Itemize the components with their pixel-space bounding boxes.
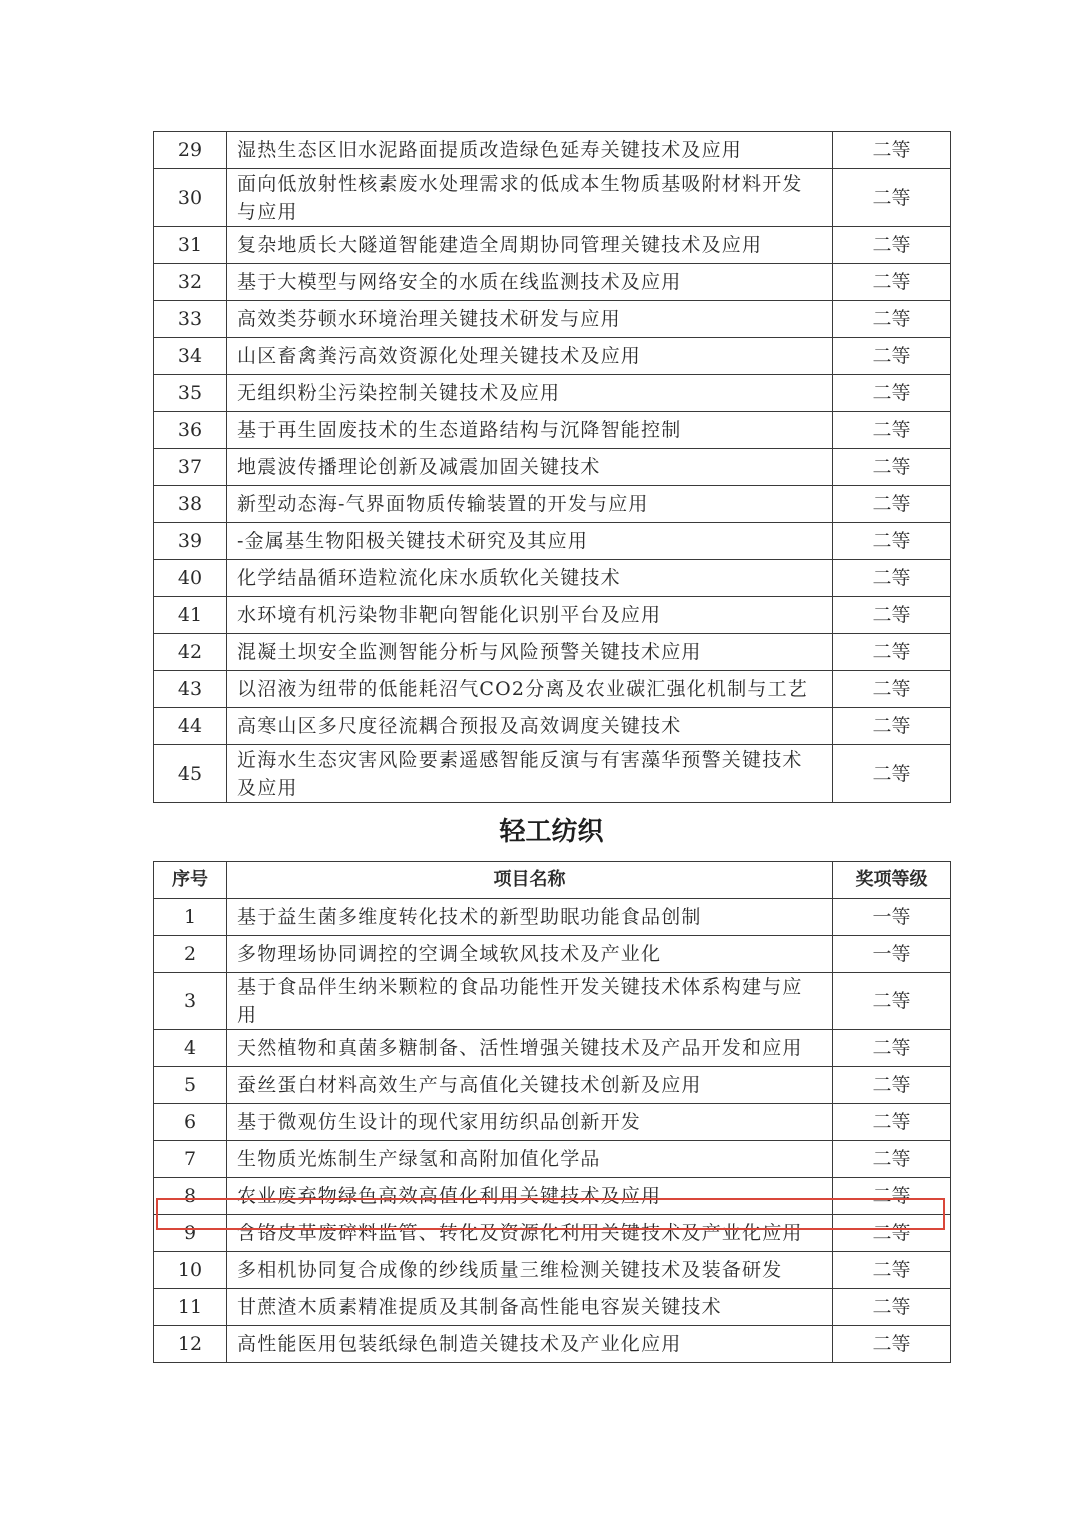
row-number: 29 [154, 132, 227, 169]
table-row [154, 1067, 951, 1104]
row-number: 8 [154, 1178, 227, 1215]
table-row [154, 523, 951, 560]
table-row [154, 560, 951, 597]
project-name: 基于微观仿生设计的现代家用纺织品创新开发 [227, 1104, 833, 1141]
project-name: 无组织粉尘污染控制关键技术及应用 [227, 375, 833, 412]
table-row [154, 936, 951, 973]
award-level: 二等 [833, 412, 951, 449]
award-level: 二等 [833, 745, 951, 803]
project-name: 湿热生态区旧水泥路面提质改造绿色延寿关键技术及应用 [227, 132, 833, 169]
award-level: 二等 [833, 1289, 951, 1326]
row-number: 42 [154, 634, 227, 671]
project-name: 山区畜禽粪污高效资源化处理关键技术及应用 [227, 338, 833, 375]
project-name: 蚕丝蛋白材料高效生产与高值化关键技术创新及应用 [227, 1067, 833, 1104]
project-name: 近海水生态灾害风险要素遥感智能反演与有害藻华预警关键技术及应用 [227, 745, 833, 803]
table-row [154, 1252, 951, 1289]
row-number: 36 [154, 412, 227, 449]
row-number: 32 [154, 264, 227, 301]
project-name: 多相机协同复合成像的纱线质量三维检测关键技术及装备研发 [227, 1252, 833, 1289]
table-row [154, 449, 951, 486]
highlighted-table-row [154, 1215, 951, 1252]
award-level: 二等 [833, 375, 951, 412]
project-name: 高性能医用包装纸绿色制造关键技术及产业化应用 [227, 1326, 833, 1363]
award-level: 二等 [833, 634, 951, 671]
row-number: 37 [154, 449, 227, 486]
project-name: 生物质光炼制生产绿氢和高附加值化学品 [227, 1141, 833, 1178]
award-level: 二等 [833, 1252, 951, 1289]
award-level: 二等 [833, 1326, 951, 1363]
project-name: 化学结晶循环造粒流化床水质软化关键技术 [227, 560, 833, 597]
table-row [154, 1178, 951, 1215]
row-number: 31 [154, 227, 227, 264]
award-level: 二等 [833, 301, 951, 338]
row-number: 6 [154, 1104, 227, 1141]
table-row [154, 132, 951, 169]
row-number: 33 [154, 301, 227, 338]
project-name: 多物理场协同调控的空调全域软风技术及产业化 [227, 936, 833, 973]
light-textile-awards-body [154, 899, 951, 1363]
project-name: 新型动态海-气界面物质传输装置的开发与应用 [227, 486, 833, 523]
award-level: 二等 [833, 597, 951, 634]
table-row [154, 708, 951, 745]
table-row [154, 486, 951, 523]
table-row [154, 899, 951, 936]
table-row [154, 634, 951, 671]
row-number: 1 [154, 899, 227, 936]
row-number: 9 [154, 1215, 227, 1252]
award-level: 一等 [833, 936, 951, 973]
row-number: 30 [154, 169, 227, 227]
row-number: 38 [154, 486, 227, 523]
award-level: 二等 [833, 486, 951, 523]
award-level: 一等 [833, 899, 951, 936]
row-number: 40 [154, 560, 227, 597]
environment-awards-table [153, 131, 951, 803]
row-number: 7 [154, 1141, 227, 1178]
award-level: 二等 [833, 338, 951, 375]
project-name: 基于大模型与网络安全的水质在线监测技术及应用 [227, 264, 833, 301]
row-number: 43 [154, 671, 227, 708]
header-number: 序号 [154, 862, 227, 899]
award-level: 二等 [833, 1030, 951, 1067]
award-level: 二等 [833, 560, 951, 597]
row-number: 12 [154, 1326, 227, 1363]
header-row [154, 862, 951, 899]
row-number: 10 [154, 1252, 227, 1289]
table-row [154, 264, 951, 301]
row-number: 4 [154, 1030, 227, 1067]
award-level: 二等 [833, 523, 951, 560]
project-name: 高寒山区多尺度径流耦合预报及高效调度关键技术 [227, 708, 833, 745]
table-row [154, 412, 951, 449]
award-level: 二等 [833, 449, 951, 486]
project-name: 水环境有机污染物非靶向智能化识别平台及应用 [227, 597, 833, 634]
row-number: 2 [154, 936, 227, 973]
header-award-level: 奖项等级 [833, 862, 951, 899]
table-row [154, 597, 951, 634]
award-level: 二等 [833, 1178, 951, 1215]
table-row [154, 973, 951, 1030]
project-name: 天然植物和真菌多糖制备、活性增强关键技术及产品开发和应用 [227, 1030, 833, 1067]
table-header [154, 862, 951, 899]
table-row [154, 301, 951, 338]
table-row [154, 169, 951, 227]
table-row [154, 338, 951, 375]
project-name: 复杂地质长大隧道智能建造全周期协同管理关键技术及应用 [227, 227, 833, 264]
project-name: 以沼液为纽带的低能耗沼气CO2分离及农业碳汇强化机制与工艺 [227, 671, 833, 708]
project-name: 混凝土坝安全监测智能分析与风险预警关键技术应用 [227, 634, 833, 671]
table-row [154, 745, 951, 803]
row-number: 35 [154, 375, 227, 412]
award-level: 二等 [833, 169, 951, 227]
light-textile-awards-table [153, 861, 951, 1363]
award-level: 二等 [833, 1141, 951, 1178]
award-level: 二等 [833, 973, 951, 1030]
award-level: 二等 [833, 132, 951, 169]
header-project-name: 项目名称 [227, 862, 833, 899]
project-name: 基于益生菌多维度转化技术的新型助眠功能食品创制 [227, 899, 833, 936]
row-number: 45 [154, 745, 227, 803]
table-row [154, 1141, 951, 1178]
row-number: 39 [154, 523, 227, 560]
row-number: 11 [154, 1289, 227, 1326]
award-level: 二等 [833, 227, 951, 264]
project-name: 基于食品伴生纳米颗粒的食品功能性开发关键技术体系构建与应用 [227, 973, 833, 1030]
project-name: 含铬皮革废碎料监管、转化及资源化利用关键技术及产业化应用 [227, 1215, 833, 1252]
award-level: 二等 [833, 1104, 951, 1141]
environment-awards-body [154, 132, 951, 803]
award-level: 二等 [833, 264, 951, 301]
project-name: 农业废弃物绿色高效高值化利用关键技术及应用 [227, 1178, 833, 1215]
project-name: 甘蔗渣木质素精准提质及其制备高性能电容炭关键技术 [227, 1289, 833, 1326]
table-row [154, 1289, 951, 1326]
row-number: 44 [154, 708, 227, 745]
award-level: 二等 [833, 708, 951, 745]
project-name: 基于再生固废技术的生态道路结构与沉降智能控制 [227, 412, 833, 449]
table-row [154, 227, 951, 264]
project-name: 高效类芬顿水环境治理关键技术研发与应用 [227, 301, 833, 338]
award-level: 二等 [833, 671, 951, 708]
table-row [154, 1326, 951, 1363]
project-name: -金属基生物阳极关键技术研究及其应用 [227, 523, 833, 560]
row-number: 3 [154, 973, 227, 1030]
row-number: 41 [154, 597, 227, 634]
row-number: 34 [154, 338, 227, 375]
row-number: 5 [154, 1067, 227, 1104]
project-name: 面向低放射性核素废水处理需求的低成本生物质基吸附材料开发与应用 [227, 169, 833, 227]
award-level: 二等 [833, 1067, 951, 1104]
project-name: 地震波传播理论创新及减震加固关键技术 [227, 449, 833, 486]
table-row [154, 1030, 951, 1067]
section-title: 轻工纺织 [499, 817, 604, 847]
award-level: 二等 [833, 1215, 951, 1252]
table-row [154, 1104, 951, 1141]
table-row [154, 375, 951, 412]
table-row [154, 671, 951, 708]
